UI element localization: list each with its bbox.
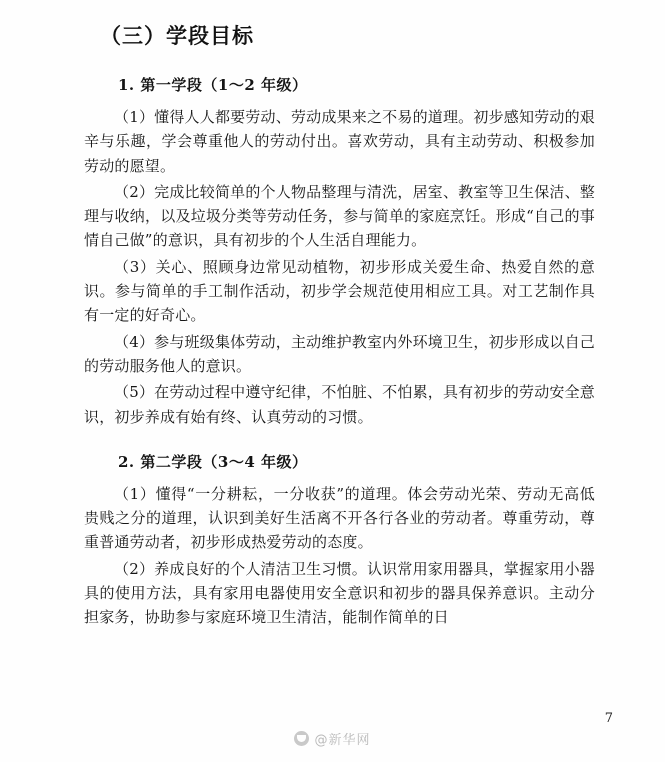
section-heading-stage-2: 2. 第二学段（3～4 年级） — [118, 452, 308, 471]
paragraph: （2）养成良好的个人清洁卫生习惯。认识常用家用器具，掌握家用小器具的使用方法，具有家用电器使用安全意识和初步的器具保养意识。主动分担家务，协助参与家庭环境卫生清洁，能制作简单的日 — [84, 559, 595, 627]
watermark — [0, 729, 665, 748]
paragraph: （1）懂得“一分耕耘，一分收获”的道理。体会劳动光荣、劳动无高低贵贱之分的道理，认识到美好生活离不开各行各业的劳动者。尊重劳动，尊重普通劳动者，初步形成热爱劳动的态度。 — [84, 484, 595, 552]
paragraph: （1）懂得人人都要劳动、劳动成果来之不易的道理。初步感知劳动的艰辛与乐趣，学会尊重他人的劳动付出。喜欢劳动，具有主动劳动、积极参加劳动的愿望。 — [84, 108, 595, 175]
paragraph: （5）在劳动过程中遵守纪律，不怕脏、不怕累，具有初步的劳动安全意识，初步养成有始有终、认真劳动的习惯。 — [84, 383, 595, 426]
weibo-icon — [294, 731, 309, 746]
page-title: （三）学段目标 — [100, 23, 254, 48]
page-number: 7 — [604, 711, 613, 726]
watermark-text: @新华网 — [314, 733, 371, 748]
paragraph: （4）参与班级集体劳动，主动维护教室内外环境卫生，初步形成以自己的劳动服务他人的意识。 — [84, 332, 595, 375]
section-heading-stage-1: 1. 第一学段（1～2 年级） — [118, 76, 308, 94]
paragraph: （3）关心、照顾身边常见动植物，初步形成关爱生命、热爱自然的意识。参与简单的手工制作活动，初步学会规范使用相应工具。对工艺制作具有一定的好奇心。 — [84, 257, 595, 325]
paragraph: （2）完成比较简单的个人物品整理与清洗，居室、教室等卫生保洁、整理与收纳，以及垃圾分类等劳动任务，参与简单的家庭烹饪。形成“自己的事情自己做”的意识，具有初步的个人生活自理能力。 — [84, 182, 595, 250]
